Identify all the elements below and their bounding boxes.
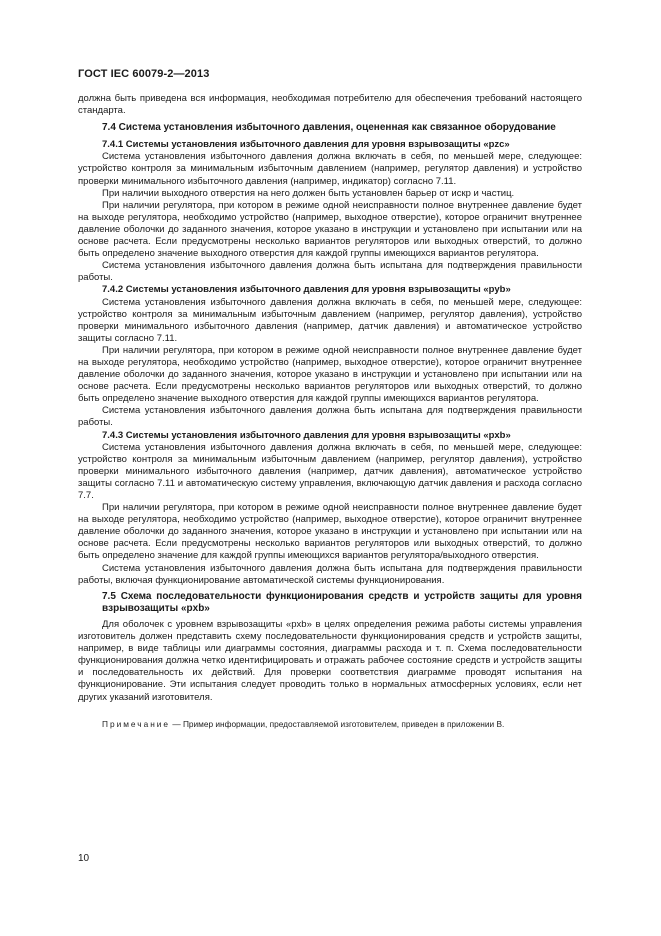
paragraph: При наличии регулятора, при котором в режиме одной неисправности полное внутреннее давление будет на выходе регулятора, необходимо устройство (например, выходное отверстие), которое ограничит внутреннее давление оболочки до заданного значения, которое указано в инструкции и установлено при испытании или на основе расчета. Если предусмотрены несколько вариантов регуляторов или выходных отверстий, то должно быть определено значение выходного отверстия для каждой группы имеющихся вариантов регулятора. (78, 199, 582, 260)
paragraph: Система установления избыточного давления должна быть испытана для подтверждения правильности работы. (78, 260, 582, 284)
standard-header: ГОСТ IEC 60079-2—2013 (78, 68, 210, 80)
document-body (78, 93, 582, 730)
intro-paragraph: должна быть приведена вся информация, необходимая потребителю для обеспечения требований настоящего стандарта. (78, 93, 582, 117)
page-number: 10 (78, 853, 90, 864)
paragraph: Система установления избыточного давления должна быть испытана для подтверждения правильности работы, включая функционирование автоматической системы функционирования. (78, 562, 582, 586)
paragraph: Система установления избыточного давления должна включать в себя, по меньшей мере, следующее: устройство контроля за минимальным избыточным давлением (например, регулятор давления) и устройство проверки минимального избыточного давления (например, индикатор) согласно 7.11. (78, 151, 582, 187)
note (78, 718, 582, 730)
paragraph: Система установления избыточного давления должна быть испытана для подтверждения правильности работы. (78, 405, 582, 429)
paragraph: При наличии регулятора, при котором в режиме одной неисправности полное внутреннее давление будет на выходе регулятора, необходимо устройство (например, выходное отверстие), которое ограничит внутреннее давление оболочки до заданного значения, которое указано в инструкции и установлено при испытании или на основе расчета. Если предусмотрены несколько вариантов регуляторов или выходных отверстий, то должно быть определено значение для каждой группы имеющихся вариантов регулятора/выходного отверстия. (78, 502, 582, 562)
paragraph: Система установления избыточного давления должна включать в себя, по меньшей мере, следующее: устройство контроля за минимальным избыточным давлением (например, регулятор давления), устройство проверки минимального избыточного давления (например, датчик давления), автоматическое устройство защиты согласно 7.11 и автоматическую систему управления, включающую датчик давления и расхода согласно 7.7. (78, 441, 582, 501)
note-text: — Пример информации, предоставляемой изготовителем, приведен в приложении В. (172, 718, 505, 729)
paragraph: При наличии регулятора, при котором в режиме одной неисправности полное внутреннее давление будет на выходе регулятора, необходимо устройство (например, выходное отверстие), которое ограничит внутреннее давление оболочки до заданного значения, которое указано в инструкции и установлено при испытании или на основе расчета. Если предусмотрены несколько вариантов регуляторов или выходных отверстий, то должно быть определено значение выходного отверстия для каждой группы имеющихся вариантов регулятора. (78, 344, 582, 405)
section-7-4-2-heading: 7.4.2 Системы установления избыточного давления для уровня взрывозащиты «pyb» (102, 284, 511, 296)
section-7-4-1-heading: 7.4.1 Системы установления избыточного давления для уровня взрывозащиты «pzc» (102, 139, 510, 151)
section-7-5-heading: 7.5 Схема последовательности функционирования средств и устройств защиты для уровня взрывозащиты «pxb» (102, 590, 582, 614)
section-7-4-heading: 7.4 Система установления избыточного давления, оцененная как связанное оборудование (102, 122, 556, 134)
note-label: Примечание (102, 718, 171, 729)
section-7-4-3-heading: 7.4.3 Системы установления избыточного давления для уровня взрывозащиты «pxb» (102, 429, 511, 441)
paragraph: Для оболочек с уровнем взрывозащиты «pxb» в целях определения режима работы системы управления изготовитель должен представить схему последовательности функционирования средств и устройств защиты, например, в виде таблицы или диаграммы состояния, диаграммы расхода и т. п. Схема последовательности функционирования должна четко идентифицировать и отражать рабочее состояние средств и устройств защиты и последовательность их действий. Для проверки соответствия диаграмме проводят испытания на функционирование. Эти испытания следует проводить только в нормальных атмосферных условиях, если нет других указаний изготовителя. (78, 618, 582, 703)
paragraph: Система установления избыточного давления должна включать в себя, по меньшей мере, следующее: устройство контроля за минимальным избыточным давлением (например, регулятор давления), устройство проверки минимального избыточного давления (например, датчик давления) и автоматическое устройство защиты согласно 7.11. (78, 296, 582, 344)
paragraph: При наличии выходного отверстия на него должен быть установлен барьер от искр и частиц. (102, 187, 515, 199)
